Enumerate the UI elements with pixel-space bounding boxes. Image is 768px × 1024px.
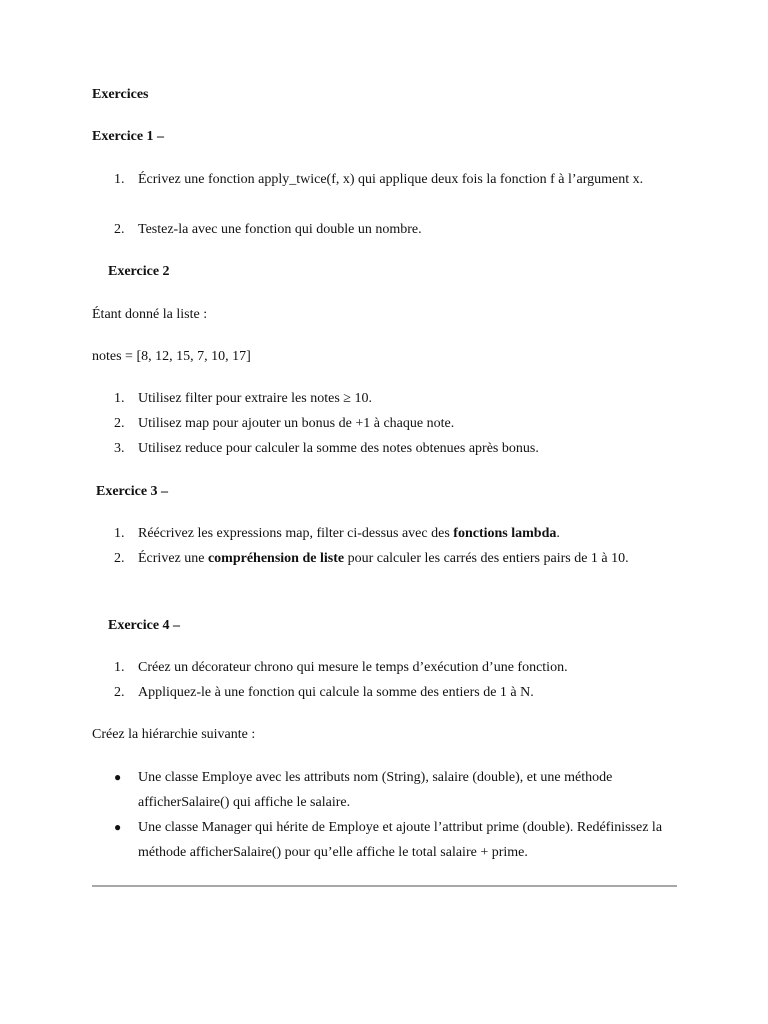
list-number: 2. (114, 551, 125, 566)
list-number: 1. (114, 172, 125, 187)
item-text-emphasis: compréhension de liste (207, 551, 345, 566)
list-item-text: Utilisez reduce pour calculer la somme des notes obtenues après bonus. (138, 441, 539, 456)
list-item-text: Une classe Manager qui hérite de Employe et ajoute l’attribut prime (double). Redéfinissez la méthode afficherSalaire() pour qu’elle affiche le total salaire + prime. (138, 820, 663, 860)
bullet-icon: ● (114, 770, 122, 784)
exercise-2-item-3 (114, 436, 674, 461)
exercise-4-item-2 (114, 680, 674, 705)
list-item-text: Appliquez-le à une fonction qui calcule la somme des entiers de 1 à N. (138, 685, 534, 700)
list-number: 3. (114, 441, 125, 456)
bullet-icon: ● (114, 820, 122, 834)
list-item-text (138, 546, 674, 571)
horizontal-divider (92, 885, 677, 887)
list-item-text: Écrivez une fonction apply_twice(f, x) qui applique deux fois la fonction f à l’argument x. (138, 172, 644, 187)
list-item-text: Une classe Employe avec les attributs nom (String), salaire (double), et une méthode afficherSalaire() qui affiche le salaire. (138, 770, 613, 810)
list-number: 2. (114, 685, 125, 700)
list-number: 1. (114, 660, 125, 675)
item-text-part: Écrivez une (138, 551, 208, 566)
hierarchy-item-1 (114, 765, 674, 815)
list-number: 1. (114, 391, 125, 406)
hierarchy-item-2 (114, 815, 674, 865)
exercise-3-item-1 (114, 521, 674, 546)
hierarchy-intro: Créez la hiérarchie suivante : (92, 727, 256, 742)
exercise-3-heading: Exercice 3 – (96, 484, 169, 499)
exercise-4-item-1 (114, 655, 674, 680)
exercise-2-item-2 (114, 411, 674, 436)
exercise-2-list-code: notes = [8, 12, 15, 7, 10, 17] (92, 349, 251, 364)
exercise-1-item-1 (114, 167, 674, 192)
list-item-text: Utilisez filter pour extraire les notes ≥ 10. (138, 391, 372, 406)
item-text-part: pour calculer les carrés des entiers pairs de 1 à 10. (344, 551, 629, 566)
item-text-part: . (556, 526, 560, 541)
document-title: Exercices (92, 87, 149, 102)
list-item-text: Créez un décorateur chrono qui mesure le temps d’exécution d’une fonction. (138, 660, 568, 675)
list-item-text: Utilisez map pour ajouter un bonus de +1 à chaque note. (138, 416, 455, 431)
exercise-1-item-2 (114, 217, 674, 242)
list-number: 2. (114, 416, 125, 431)
item-text-part: Réécrivez les expressions map, filter ci-dessus avec des (138, 526, 454, 541)
exercise-2-item-1 (114, 386, 674, 411)
list-item-text (138, 521, 674, 546)
exercise-4-heading: Exercice 4 – (108, 618, 181, 633)
exercise-1-heading: Exercice 1 – (92, 129, 165, 144)
list-item-text: Testez-la avec une fonction qui double un nombre. (138, 222, 422, 237)
list-number: 1. (114, 526, 125, 541)
exercise-3-item-2 (114, 546, 674, 571)
list-number: 2. (114, 222, 125, 237)
item-text-emphasis: fonctions lambda (453, 526, 557, 541)
exercise-2-heading: Exercice 2 (108, 264, 170, 279)
exercise-2-intro: Étant donné la liste : (92, 307, 208, 322)
